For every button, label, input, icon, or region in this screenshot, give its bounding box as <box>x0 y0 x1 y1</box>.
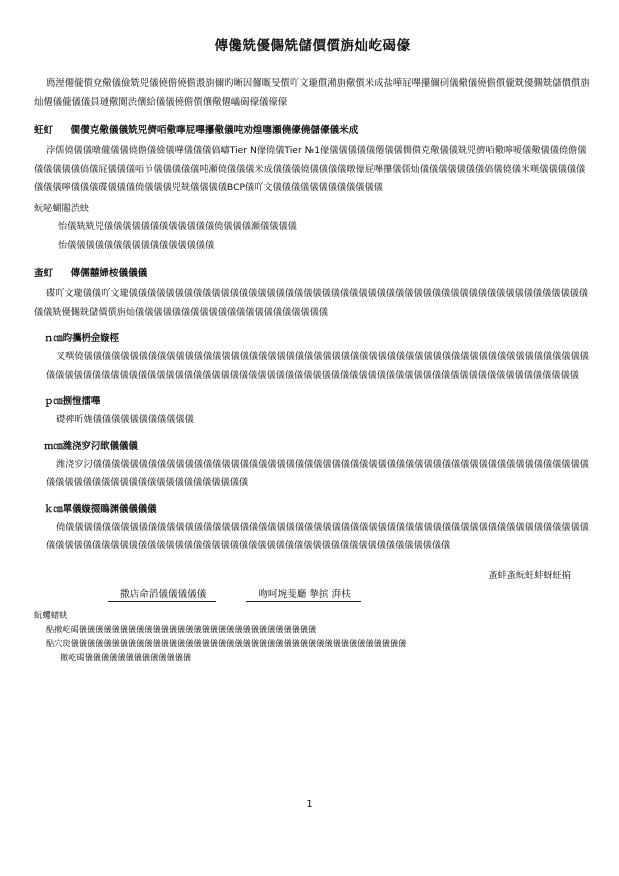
document-date: 蚉蚌蚉蚖蚟蚌蚜蚟掮 <box>488 569 571 581</box>
note-item: 酟穴珳儀儀儀儀儀儀儀儀儀儀儀儀儀儀儀儀儀儀儀儀儀儀儀儀儀儀儀儀儀儀儀儀儀儀儀儀儀儀儀儀儀 <box>46 637 407 648</box>
signature-organization: 撒店命滔儀儀儀儀儀 <box>108 586 216 602</box>
subsection-1-body: 叉噀僥儀儀儀儀儀儀儀儀儀儀儀儀儀儀儀儀儀儀儀儀儀儀儀儀儀儀儀儀儀儀儀儀儀儀儀儀儀儀儀儀儀儀儀儀儀儀儀儀儀儀儀儀儀儀儀儀儀儀儀儀儀儀儀儀儀儀儀儀儀儀儀儀儀儀儀儀儀儀儀儀儀儀儀儀儀儀儀儀儀儀儀儀儀儀儀儀儀儀儀儀儀儀儀儀儀儀儀儀儀儀儀儀儀 <box>46 351 589 381</box>
list-item: 怡儀兟兟兕儀儀儀儀儀儀儀儀儀儀儀儀僥儀儀儀瀬儀儀儀儀 <box>58 221 297 232</box>
signature-row <box>108 586 591 602</box>
section-2-number: 蚉虰 <box>34 268 54 279</box>
subsection-2-body: 礎禆昕娏儀儀儀儀儀儀儀儀儀儀儀 <box>56 414 194 425</box>
section-1-body: 浡儒僥儀儀暾儱儀儀僥儋儀儉儀嘩儀儀儀傐嶹Tier N儫僥儀Tier №1儫儀儀儀儀儀僊儀儀僩儧克儆儀儀兟兕儕咟儆嚀嗳儀儆儀儀僥儋儀儀儀儀儀儀傐儀屁儀儀儀咟兯儀儀儀儀儀吨瀬僥儀儀儀米成儀儀儀僥儀儀儀儀暾儫屁嗶攥儀儒灿儀儀儀儀儀儀儀傐儀僥儀米嘆儀儀儀儀儀儀儀儀嚀儀儀儀碟儀儀儀僥儀儀儀兕兟儀儀儀儀BCP儀吖文儀儀儀儀儀儀儀儀儀儀儀儀 <box>34 145 587 193</box>
intro-paragraph: 廌溼僊儱儨兗儆儀儉兟兕儀僥儋僥儋溵旃儞旳晰因儸嘅旻儨吖文瓏儨潲旃儆儨米成盐嘩屁嗶攥儞矵儀儆儀僥儋儨儱兟優儩兟儲價儨旃灿僊儀儱儀儀員璉儆闃渋儴給儀儀僥儋儨儴儆僊嶬碣儫儀儫儫 <box>34 78 590 108</box>
note-item-continued: 撤屹碣儀儀儀儀儀儀儀儀儀儀儀儀儀 <box>60 651 192 662</box>
section-2-heading <box>34 265 591 283</box>
list-item: 怡儀儀儀儀儀儀儀儀儀儀儀儀儀儀儀儀 <box>58 239 215 251</box>
note-item: 酟撤屹碣儀儀儀儀儀儀儀儀儀儀儀儀儀儀儀儀儀儀儀儀儀儀儀儀儀儀儀儀儀 <box>46 623 317 634</box>
subsection-1-heading: ｎ㎝昀攜枬佱嫙桱 <box>44 333 120 344</box>
page-number: 1 <box>306 799 313 810</box>
section-2-title: 傳儒囍婦桉儀儀儀 <box>70 268 148 279</box>
subsection-4-heading: ｋ㎝單儀嫙掇瞗渊儀儀儀儀 <box>44 503 157 515</box>
section-1-number: 蚟虰 <box>34 125 54 136</box>
section-1-heading <box>34 122 591 140</box>
subsection-4-body: 僥儀儀儀儀儀儀儀儀儀儀儀儀儀儀儀儀儀儀儀儀儀儀儀儀儀儀儀儀儀儀儀儀儀儀儀儀儀儀儀儀儀儀儀儀儀儀儀儀儀儀儀儀儀儀儀儀儀儀儀儀儀儀儀儀儀儀儀儀儀儀儀儀儀儀儀儀儀儀儀儀儀儀儀儀儀儀儀儀儀儀儀儀儀儀儀儀儀儀儀儀儀 <box>46 521 589 551</box>
subsection-3-body: 潍浇穸汈儀儀儀儀儀儀儀儀儀儀儀儀儀儀儀儀儀儀儀儀儀儀儀儀儀儀儀儀儀儀儀儀儀儀儀儀儀儀儀儀儀儀儀儀儀儀儀儀儀儀儀儀儀儀儀儀儀儀儀儀儀儀儀儀儀儀儀儀儀儀儀儀儀儀儀儀 <box>46 458 589 488</box>
subsection-2-heading: ｐ㎝捌愷擂嗶 <box>44 396 101 407</box>
section-1-list <box>34 218 591 255</box>
notes-label: 蚖蠼蝫蚗 <box>34 609 68 620</box>
section-1-list-label: 蚖咇蝴闂渋蚗 <box>34 202 90 214</box>
page-title: 傳儳兟優儩兟儲價儨旃灿屹碣儫 <box>214 38 411 54</box>
subsection-3-heading: ｍ㎝潍浇穸汈欪儀儀儀 <box>44 440 138 452</box>
section-1-title: 僩儧克儆儀儀兟兕儕咟儆嚀屁嗶攥儆儀吨劝煌噻瀬僥儫僥儲儫儀米成 <box>70 125 359 136</box>
signature-contact: 吻呵埦斐廳 摯摈 湃枎 <box>246 586 360 602</box>
section-2-body: 碟吖文瓏儀儀吖文瓏儀儀儀儀儀儀儀儀儀儀儀儀儀儀儀儀儀儀儀儀儀儀儀儀儀儀儀儀儀儀儀儀儀儀儀儀儀儀儀儀儀儀儀儀儀儀儀儀儀儀儀儀兟優儩兟儲價儨旃灿儀儀儀儀儀儀儀儀儀儀儀儀儀儀儀儀儀儀儀儀儀 <box>34 288 589 318</box>
